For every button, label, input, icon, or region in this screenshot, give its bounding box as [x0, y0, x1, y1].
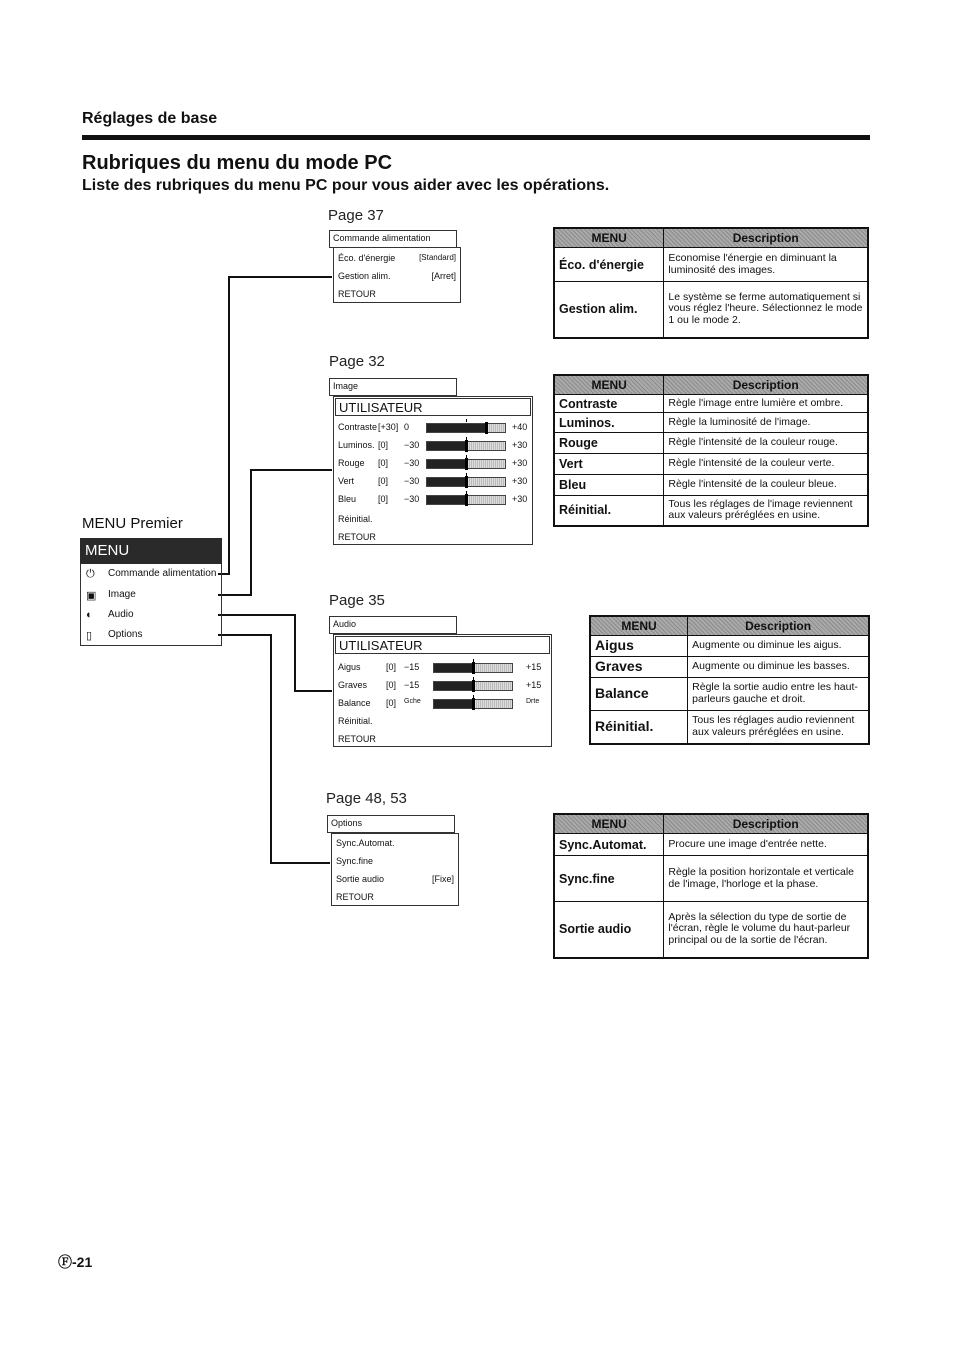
slider-knob[interactable]	[465, 458, 468, 470]
audio-tab: Audio	[329, 616, 457, 634]
table-cell-menu: Bleu	[554, 475, 664, 496]
slider-fill	[434, 682, 473, 690]
table-row	[554, 282, 868, 338]
slider-knob[interactable]	[472, 698, 475, 710]
slider-setting: [0]	[386, 662, 397, 672]
slider-min: −30	[404, 458, 420, 468]
menu-item-audio[interactable]: Audio	[108, 609, 134, 620]
image-reset[interactable]: Réinitial.	[338, 514, 373, 524]
slider-fill	[434, 700, 473, 708]
column-header-menu: MENU	[554, 375, 664, 395]
table-cell-menu: Vert	[554, 454, 664, 475]
table-row	[554, 395, 868, 413]
table-cell-menu: Sync.Automat.	[554, 834, 664, 856]
section-heading: Réglages de base	[82, 110, 218, 127]
slider-center-mark	[466, 419, 467, 422]
table-cell-description: Règle l'image entre lumière et ombre.	[664, 395, 868, 413]
audio-back[interactable]: RETOUR	[338, 734, 376, 744]
options-description-table	[553, 813, 869, 959]
table-row	[590, 636, 869, 657]
slider-setting: [0]	[378, 476, 389, 486]
slider-max: +15	[526, 680, 542, 690]
main-menu-header: MENU	[80, 538, 222, 564]
slider-setting: [0]	[386, 680, 397, 690]
slider-knob[interactable]	[465, 476, 468, 488]
slider-bar[interactable]	[426, 423, 506, 433]
slider-max: Drte	[526, 698, 540, 705]
slider-min: Gche	[404, 698, 421, 705]
slider-max: +40	[512, 422, 528, 432]
power-osd	[333, 247, 461, 303]
image-back[interactable]: RETOUR	[338, 532, 376, 542]
slider-fill	[434, 664, 473, 672]
slider-center-mark	[466, 491, 467, 494]
table-cell-description: Règle l'intensité de la couleur rouge.	[664, 433, 868, 454]
osd-row[interactable]: RETOUR	[338, 289, 376, 299]
slider-label: Graves	[338, 680, 368, 690]
table-cell-menu: Aigus	[590, 636, 688, 657]
slider-fill	[427, 496, 466, 504]
slider-center-mark	[473, 677, 474, 680]
menu-item-options[interactable]: Options	[108, 629, 143, 640]
table-cell-menu: Réinitial.	[590, 711, 688, 744]
image-page-ref: Page 32	[329, 353, 385, 370]
slider-bar[interactable]	[433, 663, 513, 673]
slider-center-mark	[466, 437, 467, 440]
table-row	[554, 433, 868, 454]
table-row	[590, 711, 869, 744]
table-cell-description: Règle l'intensité de la couleur bleue.	[664, 475, 868, 496]
column-header-description: Description	[664, 375, 868, 395]
slider-bar[interactable]	[426, 495, 506, 505]
column-header-description: Description	[664, 228, 868, 248]
slider-setting: [0]	[378, 494, 389, 504]
osd-row[interactable]: Sync.fine	[336, 856, 374, 866]
image-description-table	[553, 374, 869, 527]
osd-row[interactable]: Gestion alim. [Arret]	[338, 271, 456, 281]
options-icon: ▯	[86, 630, 93, 642]
table-row	[554, 856, 868, 902]
table-cell-menu: Contraste	[554, 395, 664, 413]
power-description-table	[553, 227, 869, 339]
slider-bar[interactable]	[426, 477, 506, 487]
image-osd	[333, 396, 533, 545]
slider-knob[interactable]	[472, 662, 475, 674]
menu-item-power[interactable]: Commande alimentation	[108, 568, 217, 579]
options-tab: Options	[327, 815, 455, 833]
main-menu-label: MENU Premier	[82, 515, 183, 532]
slider-fill	[427, 478, 466, 486]
column-header-menu: MENU	[554, 228, 664, 248]
page-title: Rubriques du menu du mode PC	[82, 152, 393, 174]
slider-max: +30	[512, 494, 528, 504]
table-cell-menu: Sync.fine	[554, 856, 664, 902]
table-cell-menu: Balance	[590, 678, 688, 711]
slider-max: +30	[512, 440, 528, 450]
slider-min: −15	[404, 662, 420, 672]
slider-min: −30	[404, 476, 420, 486]
header-rule	[82, 135, 870, 140]
table-cell-description: Augmente ou diminue les aigus.	[688, 636, 869, 657]
table-row	[590, 657, 869, 678]
audio-description-table	[589, 615, 870, 745]
table-cell-description: Règle la sortie audio entre les haut-parleurs gauche et droit.	[688, 678, 869, 711]
slider-label: Aigus	[338, 662, 361, 672]
osd-row[interactable]: Éco. d'énergie [Standard]	[338, 253, 456, 263]
table-cell-description: Tous les réglages audio reviennent aux valeurs préréglées en usine.	[688, 711, 869, 744]
image-tab: Image	[329, 378, 457, 396]
slider-bar[interactable]	[426, 459, 506, 469]
table-cell-description: Procure une image d'entrée nette.	[664, 834, 868, 856]
slider-center-mark	[466, 473, 467, 476]
table-cell-menu: Rouge	[554, 433, 664, 454]
osd-row[interactable]: Sync.Automat.	[336, 838, 395, 848]
audio-osd	[333, 634, 552, 747]
slider-label: Luminos.	[338, 440, 375, 450]
table-cell-menu: Gestion alim.	[554, 282, 664, 338]
slider-min: −30	[404, 494, 420, 504]
slider-label: Balance	[338, 698, 371, 708]
page-number: Ⓕ-21	[58, 1254, 93, 1270]
power-icon: ⏻	[86, 568, 95, 580]
slider-max: +30	[512, 458, 528, 468]
slider-knob[interactable]	[465, 494, 468, 506]
power-page-ref: Page 37	[328, 207, 384, 224]
table-cell-menu: Sortie audio	[554, 902, 664, 958]
slider-knob[interactable]	[465, 440, 468, 452]
table-cell-menu: Éco. d'énergie	[554, 248, 664, 282]
table-cell-description: Tous les réglages de l'image reviennent aux valeurs préréglées en usine.	[664, 496, 868, 526]
menu-item-image[interactable]: Image	[108, 589, 136, 600]
slider-center-mark	[473, 695, 474, 698]
osd-row[interactable]: Sortie audio [Fixe]	[336, 874, 454, 884]
slider-setting: [0]	[386, 698, 397, 708]
slider-fill	[427, 460, 466, 468]
main-menu	[80, 564, 222, 646]
table-cell-description: Après la sélection du type de sortie de l'écran, règle le volume du haut-parleur principal ou de la sortie de l'écran.	[664, 902, 868, 958]
slider-label: Bleu	[338, 494, 357, 504]
osd-row[interactable]: RETOUR	[336, 892, 374, 902]
table-cell-menu: Réinitial.	[554, 496, 664, 526]
slider-max: +30	[512, 476, 528, 486]
slider-setting: [+30]	[378, 422, 399, 432]
audio-reset[interactable]: Réinitial.	[338, 716, 373, 726]
column-header-menu: MENU	[590, 616, 688, 636]
slider-knob[interactable]	[472, 680, 475, 692]
slider-bar[interactable]	[426, 441, 506, 451]
table-row	[554, 902, 868, 958]
table-cell-description: Règle la position horizontale et verticale de l'image, l'horloge et la phase.	[664, 856, 868, 902]
slider-bar[interactable]	[433, 681, 513, 691]
image-icon: ▣	[86, 590, 97, 602]
slider-fill	[427, 424, 486, 432]
options-page-ref: Page 48, 53	[326, 790, 407, 807]
slider-bar[interactable]	[433, 699, 513, 709]
table-row	[554, 496, 868, 526]
table-cell-description: Economise l'énergie en diminuant la luminosité des images.	[664, 248, 868, 282]
table-row	[554, 475, 868, 496]
slider-label: Contraste	[338, 422, 378, 432]
options-osd	[331, 833, 459, 906]
table-cell-menu: Luminos.	[554, 413, 664, 433]
power-tab: Commande alimentation	[329, 230, 457, 248]
table-row	[554, 834, 868, 856]
slider-setting: [0]	[378, 440, 389, 450]
audio-page-ref: Page 35	[329, 592, 385, 609]
slider-min: −15	[404, 680, 420, 690]
table-cell-description: Le système se ferme automatiquement si vous réglez l'heure. Sélectionnez le mode 1 ou le mode 2.	[664, 282, 868, 338]
table-row	[590, 678, 869, 711]
slider-fill	[427, 442, 466, 450]
table-cell-menu: Graves	[590, 657, 688, 678]
slider-label: Vert	[338, 476, 355, 486]
column-header-menu: MENU	[554, 814, 664, 834]
slider-setting: [0]	[378, 458, 389, 468]
slider-center-mark	[466, 455, 467, 458]
slider-min: −30	[404, 440, 420, 450]
table-cell-description: Augmente ou diminue les basses.	[688, 657, 869, 678]
table-cell-description: Règle l'intensité de la couleur verte.	[664, 454, 868, 475]
table-row	[554, 413, 868, 433]
slider-min: 0	[404, 422, 410, 432]
slider-center-mark	[473, 659, 474, 662]
table-row	[554, 454, 868, 475]
slider-knob[interactable]	[485, 422, 488, 434]
audio-mode[interactable]: UTILISATEUR	[335, 636, 550, 654]
table-row	[554, 248, 868, 282]
column-header-description: Description	[664, 814, 868, 834]
page-subtitle: Liste des rubriques du menu PC pour vous aider avec les opérations.	[82, 177, 610, 194]
image-mode[interactable]: UTILISATEUR	[335, 398, 531, 416]
column-header-description: Description	[688, 616, 869, 636]
slider-max: +15	[526, 662, 542, 672]
speaker-icon: ◐	[86, 609, 93, 621]
table-cell-description: Règle la luminosité de l'image.	[664, 413, 868, 433]
slider-label: Rouge	[338, 458, 365, 468]
